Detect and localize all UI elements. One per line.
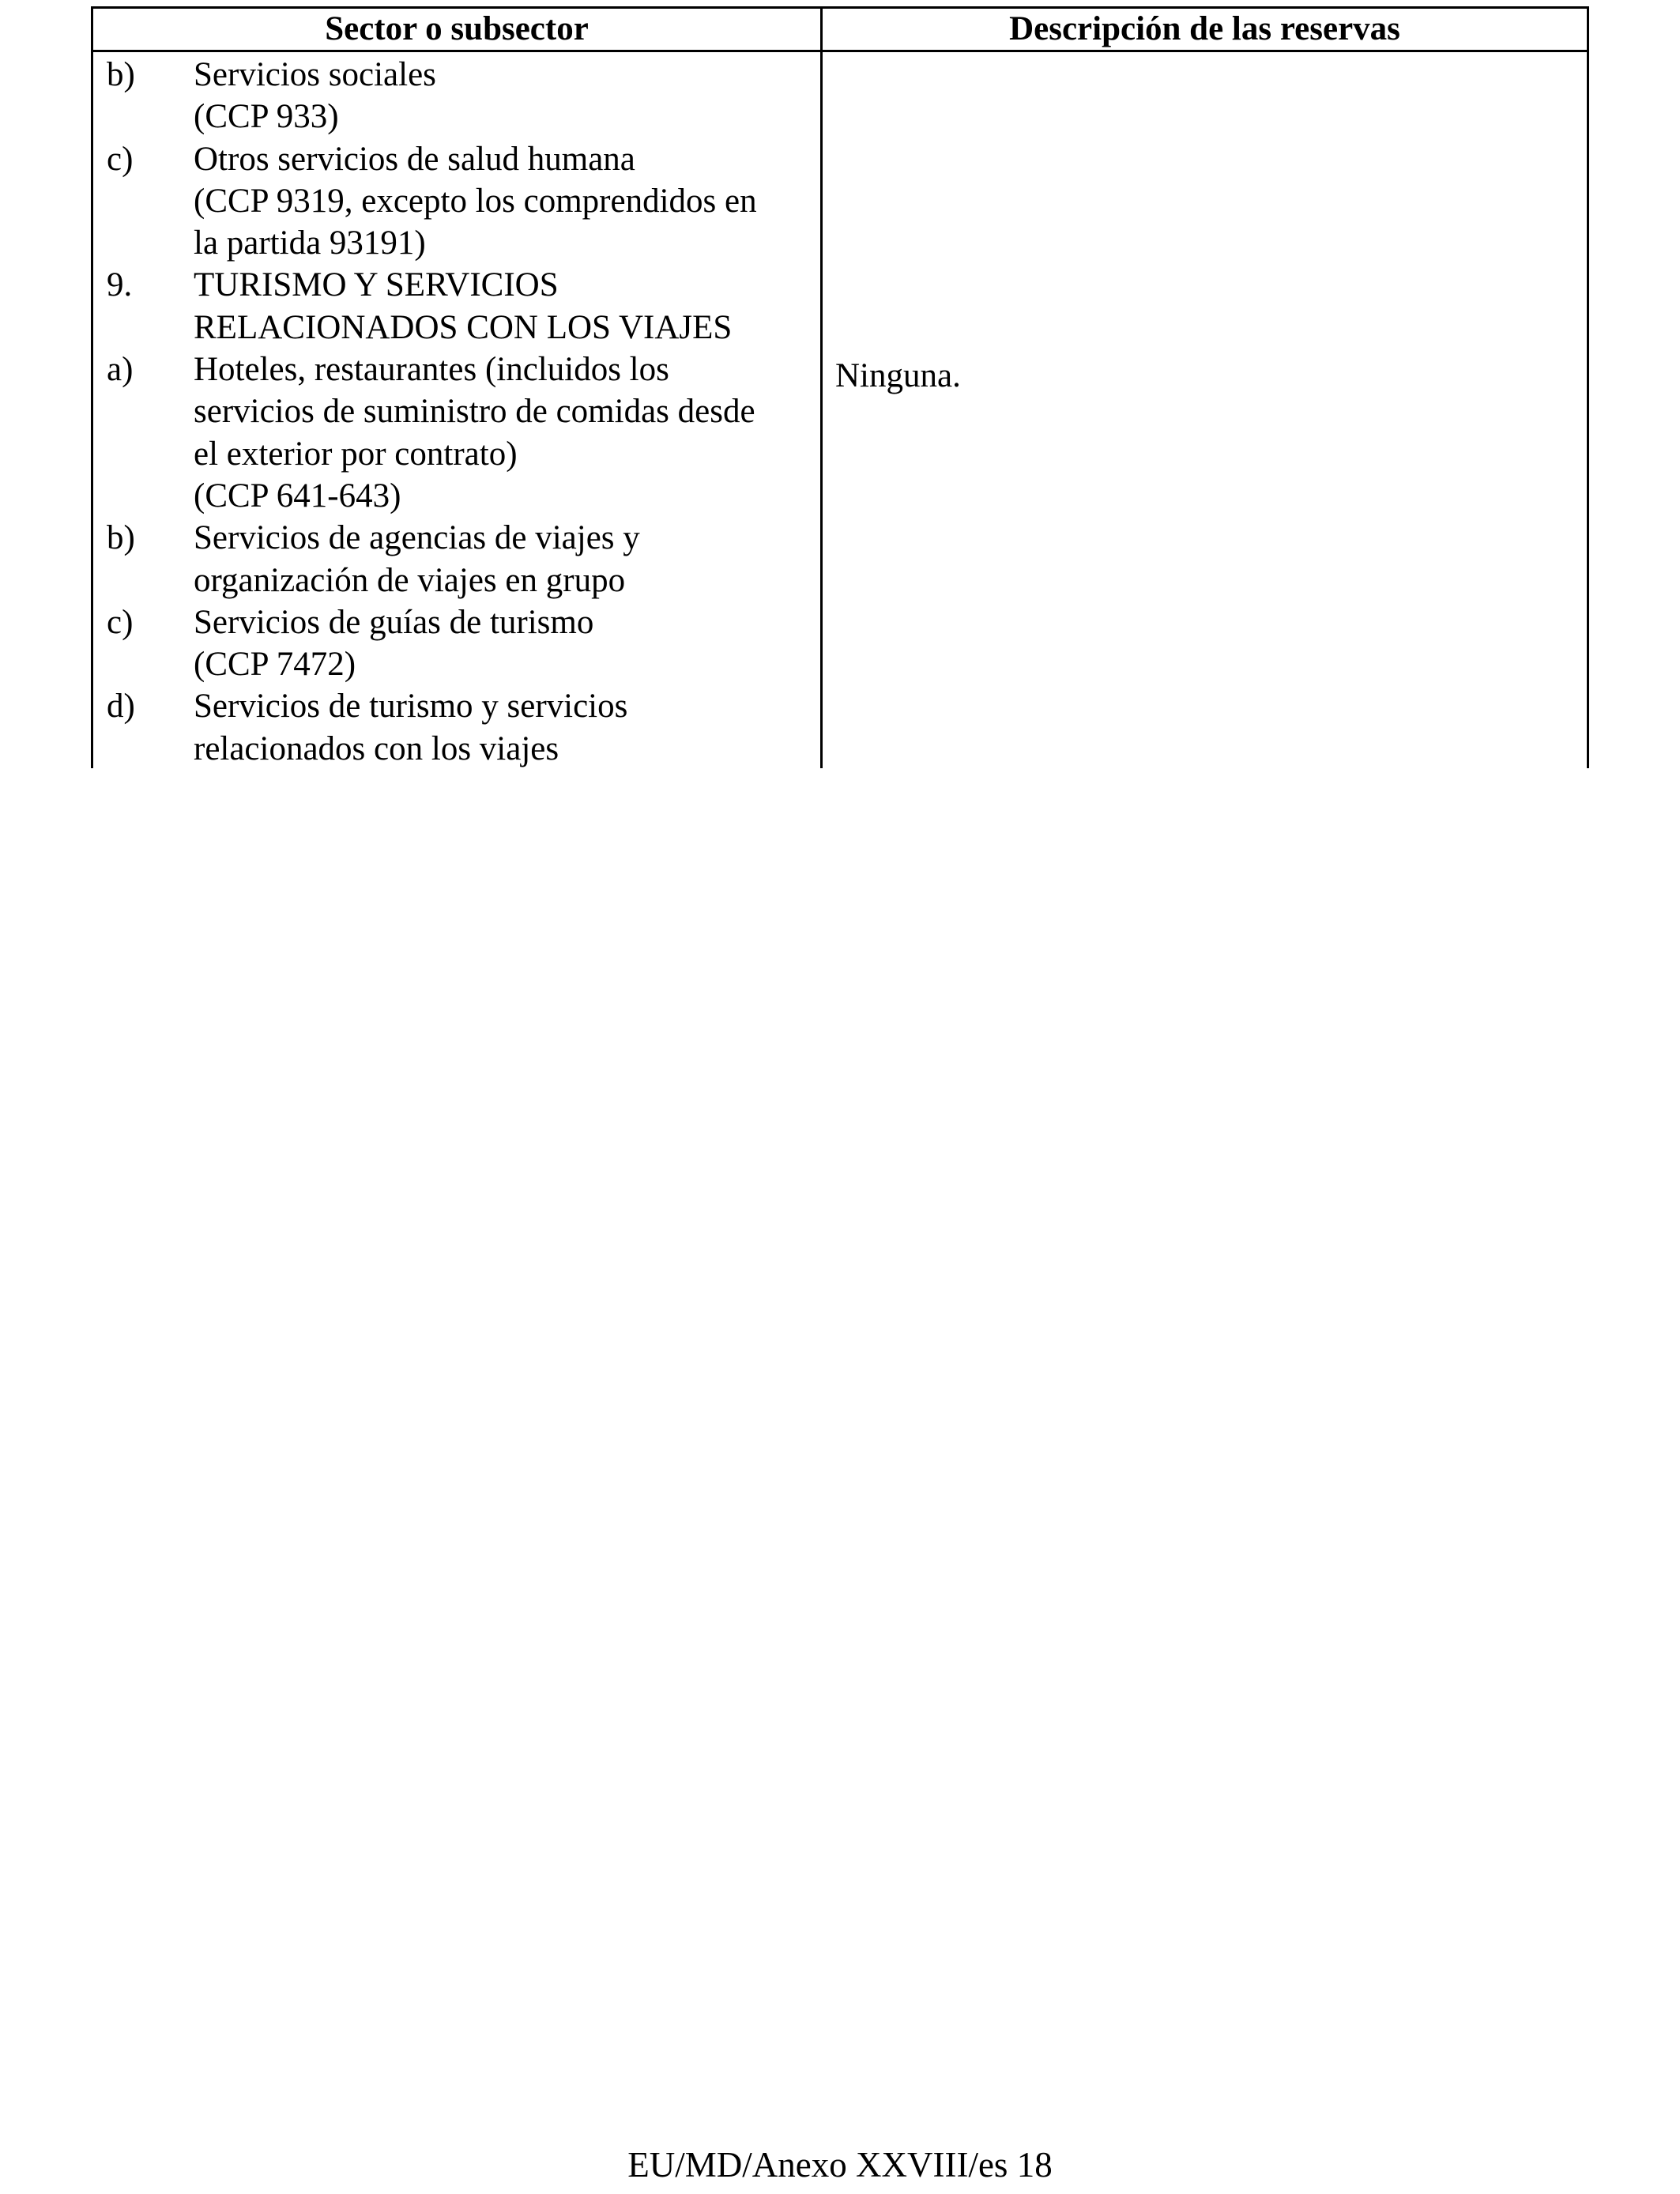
table-left-border xyxy=(91,6,93,768)
text-line: (CCP 7472) xyxy=(194,646,356,684)
text-line: Servicios de turismo y servicios xyxy=(194,688,628,726)
table-right-border xyxy=(1587,6,1589,768)
text-line: TURISMO Y SERVICIOS xyxy=(194,266,559,304)
text-line: la partida 93191) xyxy=(194,224,426,262)
text-line: Hoteles, restaurantes (incluidos los xyxy=(194,351,669,389)
list-item-text xyxy=(194,138,818,265)
list-item-text xyxy=(194,264,818,349)
text-line: Otros servicios de salud humana xyxy=(194,140,635,178)
sector-list xyxy=(107,54,818,770)
list-marker: a) xyxy=(107,351,134,389)
column-divider xyxy=(820,6,823,768)
list-item-text xyxy=(194,517,818,601)
reservations-table xyxy=(91,6,1589,768)
list-item xyxy=(107,264,818,349)
list-item xyxy=(107,517,818,601)
text-line: relacionados con los viajes xyxy=(194,729,559,767)
list-marker: c) xyxy=(107,140,134,178)
list-marker: d) xyxy=(107,688,135,726)
list-item-text xyxy=(194,349,818,517)
list-marker: c) xyxy=(107,603,134,641)
text-line: Servicios de agencias de viajes y xyxy=(194,519,640,557)
list-item-text xyxy=(194,601,818,686)
header-divider xyxy=(91,50,1589,52)
list-marker: b) xyxy=(107,519,135,557)
text-line: (CCP 9319, excepto los comprendidos en xyxy=(194,182,757,220)
list-item xyxy=(107,685,818,770)
list-marker: 9. xyxy=(107,266,133,304)
list-item-text xyxy=(194,685,818,770)
list-item xyxy=(107,349,818,517)
text-line: servicios de suministro de comidas desde xyxy=(194,393,755,431)
text-line: Servicios de guías de turismo xyxy=(194,603,594,641)
list-item xyxy=(107,54,818,138)
text-line: el exterior por contrato) xyxy=(194,435,518,473)
list-item-text xyxy=(194,54,818,138)
text-line: Servicios sociales xyxy=(194,56,436,93)
text-line: (CCP 641-643) xyxy=(194,477,401,515)
text-line: RELACIONADOS CON LOS VIAJES xyxy=(194,308,733,346)
list-marker: b) xyxy=(107,56,135,93)
list-item xyxy=(107,138,818,265)
column-header-reservations: Descripción de las reservas xyxy=(1009,10,1400,47)
page-footer: EU/MD/Anexo XXVIII/es 18 xyxy=(627,2145,1053,2185)
text-line: organización de viajes en grupo xyxy=(194,561,626,599)
column-header-sector: Sector o subsector xyxy=(325,10,589,47)
reservation-description: Ninguna. xyxy=(835,357,961,394)
text-line: (CCP 933) xyxy=(194,98,339,136)
list-item xyxy=(107,601,818,686)
table-top-border xyxy=(91,6,1589,9)
